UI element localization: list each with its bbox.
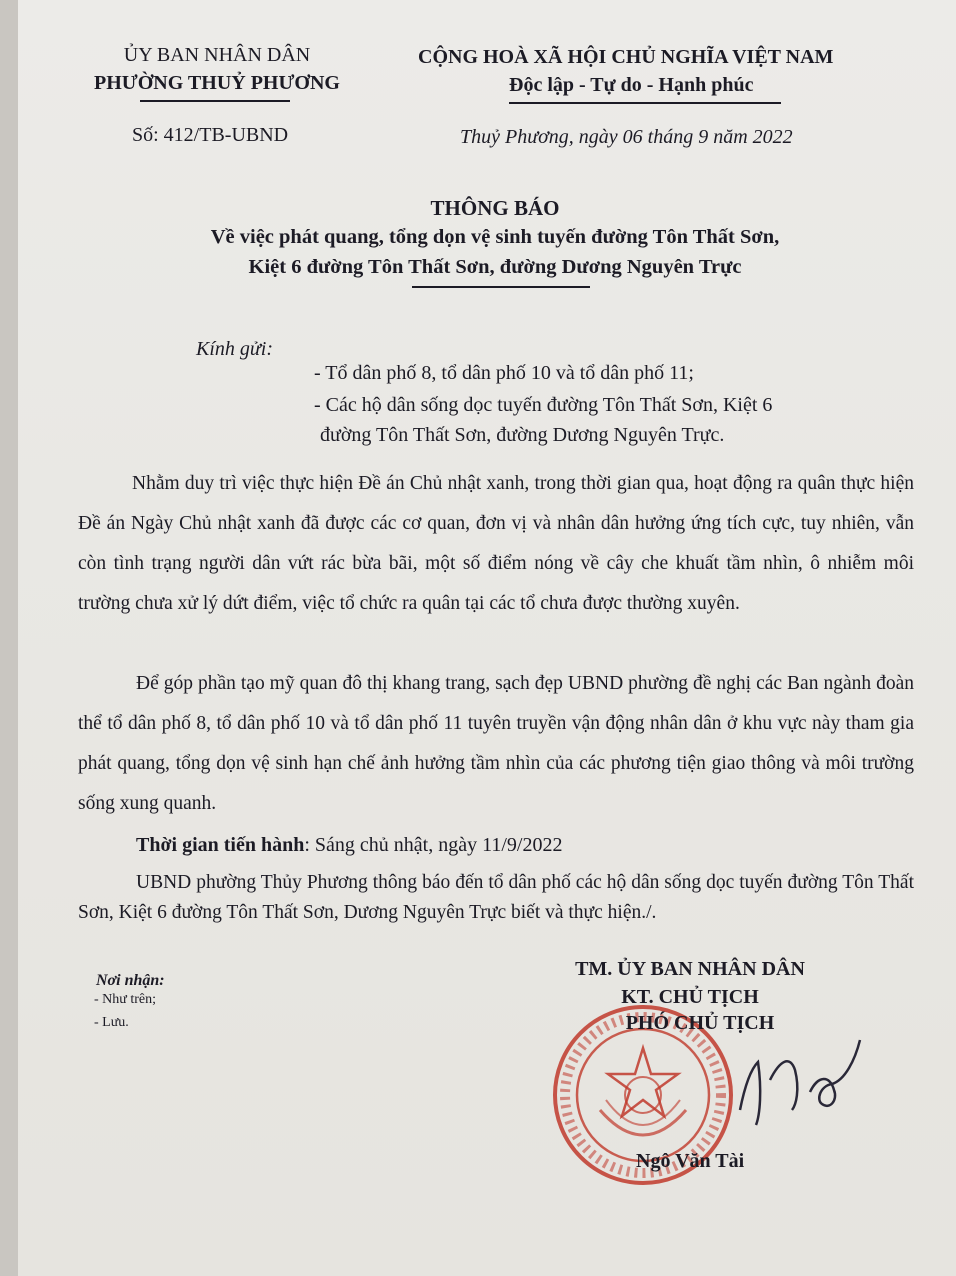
subject-line-1: Về việc phát quang, tổng dọn vệ sinh tuyến đường Tôn Thất Sơn, [210,226,780,248]
ward-name: PHƯỜNG THUỶ PHƯƠNG [94,72,340,94]
noi-nhan-item-1: - Như trên; [94,992,157,1007]
ward-underline [140,100,290,102]
noi-nhan-item-2: - Lưu. [94,1015,129,1030]
signature-block-line-3: PHÓ CHỦ TỊCH [625,1012,775,1034]
noi-nhan-label: Nơi nhận: [96,972,165,989]
national-motto: Độc lập - Tự do - Hạnh phúc [509,74,754,96]
body-paragraph-2: Để góp phần tạo mỹ quan đô thị khang trang, sạch đẹp UBND phường đề nghị các Ban ngành đoàn thể tổ dân phố 8, tổ dân phố 10 và tổ dân phố 11 tuyên truyền vận động nhân dân ở khu vực này tham gia phát quang, tổng dọn vệ sinh hạn chế ảnh hưởng tầm nhìn của các phương tiện giao thông và môi trường sống xung quanh. [78,673,914,814]
subject-underline [412,286,590,288]
document-title: THÔNG BÁO [430,196,560,220]
national-title: CỘNG HOÀ XÃ HỘI CHỦ NGHĨA VIỆT NAM [418,46,834,68]
signature-block-line-2: KT. CHỦ TỊCH [621,986,759,1008]
motto-underline [509,102,781,104]
recipient-item-2-line-1: - Các hộ dân sống dọc tuyến đường Tôn Thất Sơn, Kiệt 6 [314,394,773,416]
agency-name: ỦY BAN NHÂN DÂN [123,44,311,66]
signer-name: Ngô Văn Tài [636,1150,745,1172]
time-label: Thời gian tiến hành [136,834,305,856]
recipients-label: Kính gửi: [196,338,274,360]
recipient-item-1: - Tổ dân phố 8, tổ dân phố 10 và tổ dân phố 11; [314,362,694,384]
handwritten-signature [700,1020,900,1130]
time-line [136,834,562,857]
time-value: : Sáng chủ nhật, ngày 11/9/2022 [304,834,563,856]
recipient-item-2-line-2: đường Tôn Thất Sơn, đường Dương Nguyên Trực. [320,424,725,446]
document-number: Số: 412/TB-UBND [132,124,289,146]
subject-line-2: Kiệt 6 đường Tôn Thất Sơn, đường Dương Nguyên Trực [248,256,742,278]
body-paragraph-3: UBND phường Thủy Phương thông báo đến tổ dân phố các hộ dân sống dọc tuyến đường Tôn Thất Sơn, Kiệt 6 đường Tôn Thất Sơn, Dương Nguyên Trực biết và thực hiện./. [78,872,914,923]
signature-graphic [700,1020,900,1130]
signature-block-line-1: TM. ỦY BAN NHÂN DÂN [575,958,805,980]
body-paragraph-1: Nhằm duy trì việc thực hiện Đề án Chủ nhật xanh, trong thời gian qua, hoạt động ra quân thực hiện Đề án Ngày Chủ nhật xanh đã được các cơ quan, đơn vị và nhân dân hưởng ứng tích cực, tuy nhiên, vẫn còn tình trạng người dân vứt rác bừa bãi, một số điểm nóng về cây che khuất tầm nhìn, ô nhiễm môi trường chưa xử lý dứt điểm, việc tổ chức ra quân tại các tổ chưa được thường xuyên. [78,473,914,614]
place-date: Thuỷ Phương, ngày 06 tháng 9 năm 2022 [460,126,793,148]
